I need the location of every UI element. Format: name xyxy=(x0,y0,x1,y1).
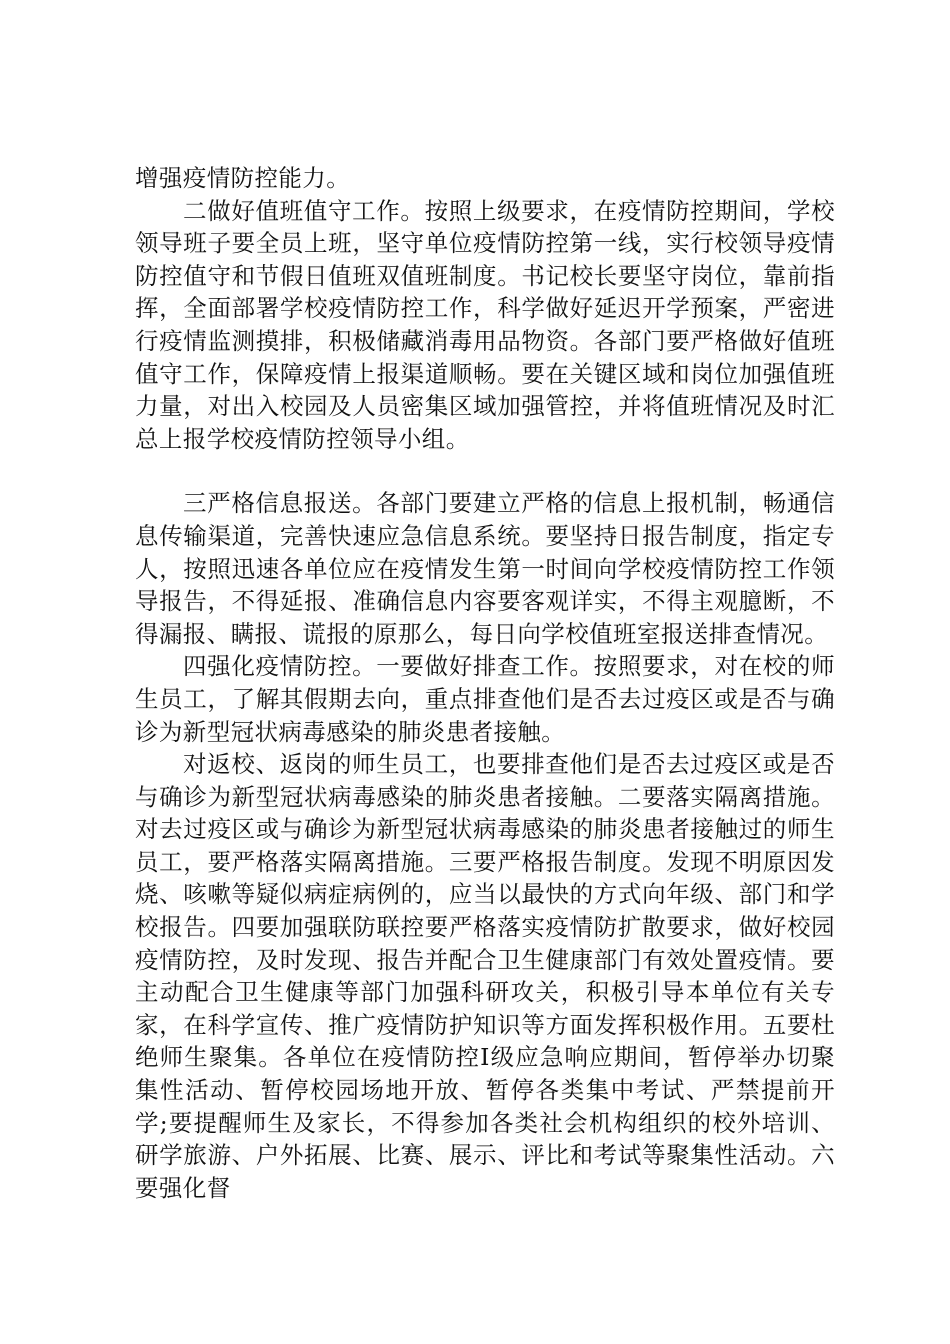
paragraph-duty-shift: 二做好值班值守工作。按照上级要求，在疫情防控期间，学校领导班子要全员上班，坚守单位疫情防控第一线，实行校领导疫情防控值守和节假日值班双值班制度。书记校长要坚守岗位，靠前指挥，全面部署学校疫情防控工作，科学做好延迟开学预案，严密进行疫情监测摸排，积极储藏消毒用品物资。各部门要严格做好值班值守工作，保障疫情上报渠道顺畅。要在关键区域和岗位加强值班力量，对出入校园及人员密集区域加强管控，并将值班情况及时汇总上报学校疫情防控领导小组。 xyxy=(135,196,835,453)
paragraph-continuation: 增强疫情防控能力。 xyxy=(135,164,351,192)
paragraph-epidemic-control: 四强化疫情防控。一要做好排查工作。按照要求，对在校的师生员工，了解其假期去向，重点排查他们是否去过疫区或是否与确诊为新型冠状病毒感染的肺炎患者接触。 xyxy=(135,652,835,746)
paragraph-information-reporting: 三严格信息报送。各部门要建立严格的信息上报机制，畅通信息传输渠道，完善快速应急信息系统。要坚持日报告制度，指定专人，按照迅速各单位应在疫情发生第一时间向学校疫情防控工作领导报告，不得延报、准确信息内容要客观详实，不得主观臆断，不得漏报、瞒报、谎报的原那么，每日向学校值班室报送排查情况。 xyxy=(135,489,835,648)
document-body xyxy=(135,162,835,1204)
paragraph-returning-staff: 对返校、返岗的师生员工，也要排查他们是否去过疫区或是否与确诊为新型冠状病毒感染的肺炎患者接触。二要落实隔离措施。对去过疫区或与确诊为新型冠状病毒感染的肺炎患者接触过的师生员工，要严格落实隔离措施。三要严格报告制度。发现不明原因发烧、咳嗽等疑似病症病例的，应当以最快的方式向年级、部门和学校报告。四要加强联防联控要严格落实疫情防扩散要求，做好校园疫情防控，及时发现、报告并配合卫生健康部门有效处置疫情。要主动配合卫生健康等部门加强科研攻关，积极引导本单位有关专家，在科学宣传、推广疫情防护知识等方面发挥积极作用。五要杜绝师生聚集。各单位在疫情防控Ⅰ级应急响应期间，暂停举办切聚集性活动、暂停校园场地开放、暂停各类集中考试、严禁提前开学;要提醒师生及家长，不得参加各类社会机构组织的校外培训、研学旅游、户外拓展、比赛、展示、评比和考试等聚集性活动。六要强化督 xyxy=(135,750,835,1202)
